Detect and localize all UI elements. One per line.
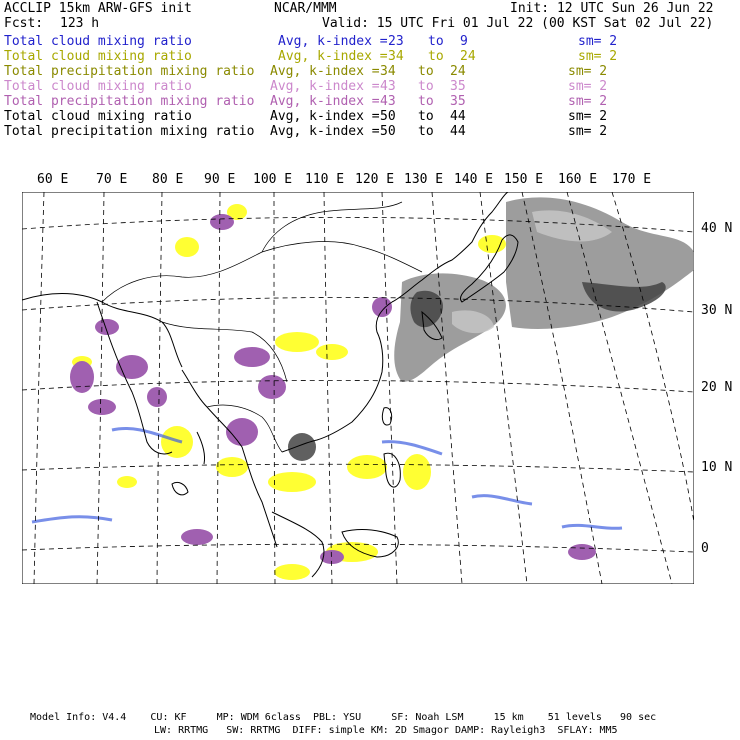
longitude-label: 100 E xyxy=(253,172,293,187)
field-kindex-to-label: to xyxy=(418,109,434,124)
field-smoothing: sm= 2 xyxy=(568,124,608,139)
org-label: NCAR/MMM xyxy=(274,1,337,16)
field-kindex-to: 44 xyxy=(450,124,466,139)
longitude-label: 80 E xyxy=(152,172,184,187)
field-kindex-from: 50 xyxy=(380,124,396,139)
field-kindex-from: 43 xyxy=(380,94,396,109)
field-kindex-to: 44 xyxy=(450,109,466,124)
model-title: ACCLIP 15km ARW-GFS init xyxy=(4,1,192,16)
latitude-label: 20 N xyxy=(701,380,733,395)
latitude-label: 10 N xyxy=(701,460,733,475)
field-name: Total cloud mixing ratio xyxy=(4,49,192,64)
longitude-label: 140 E xyxy=(454,172,494,187)
longitude-label: 90 E xyxy=(204,172,236,187)
field-name: Total cloud mixing ratio xyxy=(4,34,192,49)
forecast-hours: 123 h xyxy=(60,16,100,31)
field-kindex-to-label: to xyxy=(418,124,434,139)
field-name: Total precipitation mixing ratio xyxy=(4,124,255,139)
model-physics-line: LW: RRTMG SW: RRTMG DIFF: simple KM: 2D Smagor DAMP: Rayleigh3 SFLAY: MM5 xyxy=(154,725,618,736)
longitude-label: 160 E xyxy=(558,172,598,187)
field-smoothing: sm= 2 xyxy=(568,109,608,124)
field-smoothing: sm= 2 xyxy=(568,79,608,94)
field-name: Total cloud mixing ratio xyxy=(4,79,192,94)
latitude-label: 30 N xyxy=(701,303,733,318)
field-smoothing: sm= 2 xyxy=(578,49,618,64)
field-kindex-to-label: to xyxy=(418,64,434,79)
field-kindex-to-label: to xyxy=(418,94,434,109)
forecast-label: Fcst: xyxy=(4,16,44,31)
latitude-label: 40 N xyxy=(701,221,733,236)
field-avg-label: Avg, k-index = xyxy=(270,94,380,109)
valid-time: Valid: 15 UTC Fri 01 Jul 22 (00 KST Sat 02 Jul 22) xyxy=(322,16,714,31)
field-avg-label: Avg, k-index = xyxy=(270,79,380,94)
field-kindex-to: 35 xyxy=(450,94,466,109)
field-kindex-to: 9 xyxy=(460,34,468,49)
field-avg-label: Avg, k-index = xyxy=(278,49,388,64)
field-kindex-from: 23 xyxy=(388,34,404,49)
field-kindex-to-label: to xyxy=(428,34,444,49)
field-avg-label: Avg, k-index = xyxy=(278,34,388,49)
field-name: Total precipitation mixing ratio xyxy=(4,94,255,109)
field-smoothing: sm= 2 xyxy=(578,34,618,49)
field-kindex-to-label: to xyxy=(428,49,444,64)
field-name: Total cloud mixing ratio xyxy=(4,109,192,124)
field-kindex-from: 34 xyxy=(380,64,396,79)
longitude-label: 120 E xyxy=(355,172,395,187)
latitude-label: 0 xyxy=(701,541,709,556)
field-smoothing: sm= 2 xyxy=(568,94,608,109)
longitude-label: 70 E xyxy=(96,172,128,187)
longitude-label: 170 E xyxy=(612,172,652,187)
longitude-label: 60 E xyxy=(37,172,69,187)
longitude-label: 130 E xyxy=(404,172,444,187)
field-avg-label: Avg, k-index = xyxy=(270,64,380,79)
field-name: Total precipitation mixing ratio xyxy=(4,64,255,79)
longitude-label: 110 E xyxy=(305,172,345,187)
init-time: Init: 12 UTC Sun 26 Jun 22 xyxy=(510,1,714,16)
field-avg-label: Avg, k-index = xyxy=(270,109,380,124)
field-kindex-from: 50 xyxy=(380,109,396,124)
field-kindex-to: 35 xyxy=(450,79,466,94)
longitude-label: 150 E xyxy=(504,172,544,187)
forecast-map xyxy=(22,192,694,584)
field-kindex-from: 34 xyxy=(388,49,404,64)
field-smoothing: sm= 2 xyxy=(568,64,608,79)
field-kindex-to-label: to xyxy=(418,79,434,94)
field-kindex-from: 43 xyxy=(380,79,396,94)
model-info-line: Model Info: V4.4 CU: KF MP: WDM 6class PBL: YSU SF: Noah LSM 15 km 51 levels 90 sec xyxy=(30,712,657,723)
field-kindex-to: 24 xyxy=(450,64,466,79)
field-avg-label: Avg, k-index = xyxy=(270,124,380,139)
field-kindex-to: 24 xyxy=(460,49,476,64)
